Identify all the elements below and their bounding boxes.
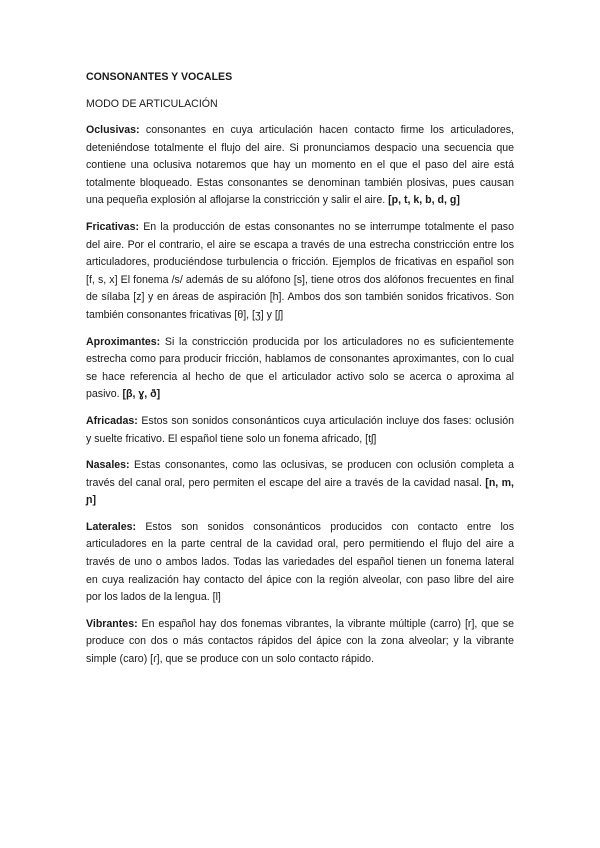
section-term: Vibrantes:: [86, 617, 138, 630]
section-term: Aproximantes:: [86, 335, 161, 348]
section-text: Estos son sonidos consonánticos producidos con contacto entre los articuladores en la parte central de la cavidad oral, pero permitiendo el flujo del aire a través de uno o ambos lados. Todas las variedades del español tienen un fonema lateral en cuya realización hay contacto del ápice con la región alveolar, con paso libre del aire por los lados de la lengua. [l]: [86, 520, 514, 604]
section-symbols: [β, ɣ, ð]: [122, 388, 161, 401]
document-subtitle: MODO DE ARTICULACIÓN: [86, 98, 218, 110]
section-text: En español hay dos fonemas vibrantes, la vibrante múltiple (carro) [r], que se produce con dos o más contactos rápidos del ápice con la zona alveolar; y la vibrante simple (caro) [ɾ], que se produce con un solo contacto rápido.: [86, 617, 514, 666]
section-africadas: [86, 413, 514, 448]
section-term: Africadas:: [86, 414, 138, 427]
section-oclusivas: [86, 122, 514, 210]
section-text: Si la constricción producida por los articuladores no es suficientemente estrecha como para producir fricción, hablamos de consonantes aproximantes, con lo cual se hace referencia al hecho de que el articulador activo solo se acerca o aproxima al pasivo.: [86, 335, 514, 401]
section-fricativas: [86, 219, 514, 325]
section-symbols: [n, m, ɲ]: [86, 476, 514, 507]
section-text: consonantes en cuya articulación hacen contacto firme los articuladores, deteniéndose totalmente el flujo del aire. Si pronunciamos despacio una secuencia que contiene una oclusiva notaremos que hay un momento en el que el paso del aire está totalmente bloqueado. Estas consonantes se denominan también plosivas, pues causan una pequeña explosión al aflojarse la constricción y salir el aire.: [86, 124, 514, 207]
section-term: Laterales:: [86, 520, 137, 533]
section-symbols: [p, t, k, b, d, g]: [388, 194, 460, 207]
document-title: CONSONANTES Y VOCALES: [86, 71, 233, 83]
section-text: En la producción de estas consonantes no se interrumpe totalmente el paso del aire. Por el contrario, el aire se escapa a través de una estrecha constricción entre los articuladores, produciéndose turbulencia o fricción. Ejemplos de fricativas en español son [f, s, x] El fonema /s/ además de su alófono [s], tiene otros dos alófonos frecuentes en final de sílaba [z] y en áreas de aspiración [h]. Ambos dos son también sonidos fricativos. Son también consonantes fricativas [θ], [ʒ] y [ʃ]: [86, 220, 514, 321]
section-laterales: [86, 519, 514, 607]
section-aproximantes: [86, 334, 514, 404]
section-text: Estos son sonidos consonánticos cuya articulación incluye dos fases: oclusión y suelte fricativo. El español tiene solo un fonema africado, [tʃ]: [86, 414, 514, 445]
section-nasales: [86, 457, 514, 510]
section-term: Nasales:: [86, 459, 130, 472]
section-term: Fricativas:: [86, 220, 139, 233]
section-text: Estas consonantes, como las oclusivas, se producen con oclusión completa a través del canal oral, pero permiten el escape del aire a través de la cavidad nasal.: [86, 459, 514, 489]
section-term: Oclusivas:: [86, 124, 140, 136]
section-vibrantes: [86, 616, 514, 669]
